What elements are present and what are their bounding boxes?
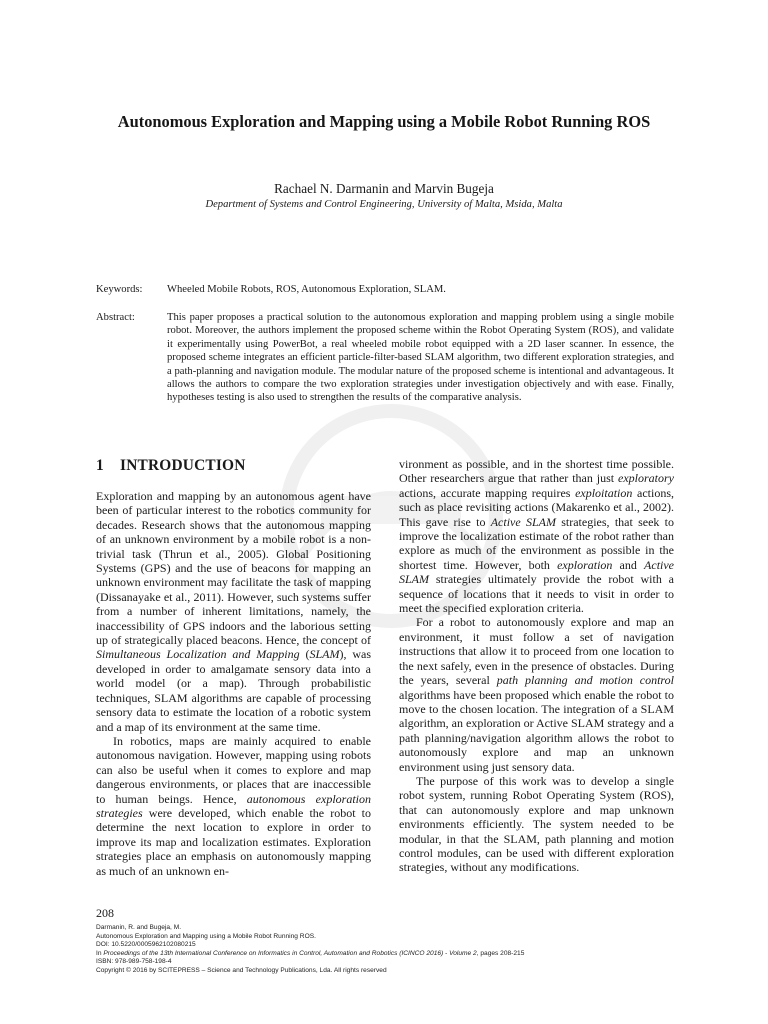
intro-paragraph-2-continued: vironment as possible, and in the shortest time possible. Other researchers argue that rather than just exploratory actions, accurate mapping requires exploitation actions, such as place revisiting actions (Makarenko et al., 2002). This gave rise to Active SLAM strategies, that seek to improve the localization estimate of the robot rather than explore as much of the environment as possible in the shortest time. However, both exploration and Active SLAM strategies ultimately provide the robot with a sequence of locations that it needs to visit in order to meet the specified exploration criteria. (399, 457, 675, 616)
page-number: 208 (96, 906, 114, 920)
section-number: 1 (96, 457, 104, 474)
keywords-label: Keywords: (96, 284, 143, 295)
citation-doi: DOI: 10.5220/0005962102080215 (96, 941, 196, 949)
citation-authors: Darmanin, R. and Bugeja, M. (96, 924, 182, 931)
abstract-label: Abstract: (96, 312, 135, 323)
paper-authors: Rachael N. Darmanin and Marvin Bugeja (274, 181, 494, 196)
left-column (96, 457, 371, 878)
citation-copyright: Copyright © 2016 by SCITEPRESS – Science and Technology Publications, Lda. All rights reserved (96, 966, 387, 974)
paper-affiliation: Department of Systems and Control Engineering, University of Malta, Msida, Malta (205, 199, 563, 210)
intro-paragraph-1: Exploration and mapping by an autonomous agent have been of particular interest to the robotics community for decades. Research shows that the autonomous mapping of an unknown environment by a mobile robot is a non-trivial task (Thrun et al., 2005). Global Positioning Systems (GPS) and the use of beacons for mapping an unknown environment may facilitate the task of mapping (Dissanayake et al., 2011). However, such systems suffer from a number of inherent limitations, namely, the inaccessibility of GPS indoors and the laborious setting up of strategically placed beacons. Hence, the concept of Simultaneous Localization and Mapping (SLAM), was developed in order to amalgamate sensory data into a world model (or a map). Through probabilistic techniques, SLAM algorithms are capable of processing sensory data to estimate the location of a robotic system and a map of its environment at the same time. (96, 489, 372, 734)
citation-title: Autonomous Exploration and Mapping using a Mobile Robot Running ROS. (96, 932, 316, 940)
section-title: INTRODUCTION (120, 457, 246, 474)
citation-block (96, 924, 676, 976)
abstract-text: This paper proposes a practical solution to the autonomous exploration and mapping problem using a single mobile robot. Moreover, the authors implement the proposed scheme within the Robot Operating System (ROS), and validate it experimentally using PowerBot, a real wheeled mobile robot equipped with a 2D laser scanner. In essence, the proposed scheme integrates an efficient particle-filter-based SLAM algorithm, two different exploration strategies, and a path-planning and navigation module. The modular nature of the proposed scheme is intentional and advantageous. It allows the authors to compare the two exploration strategies under investigation objectively and with ease. Finally, hypotheses testing is also used to strengthen the results of the comparative analysis. (167, 312, 674, 404)
intro-paragraph-3: For a robot to autonomously explore and map an environment, it must follow a set of navigation instructions that allow it to proceed from one location to the next safely, even in the presence of obstacles. During the years, several path planning and motion control algorithms have been proposed which enable the robot to move to the chosen location. The integration of a SLAM algorithm, an exploration or Active SLAM strategy and a path planning/navigation algorithm allows the robot to autonomously explore and map an unknown environment using just sensory data. (399, 615, 674, 774)
intro-paragraph-2: In robotics, maps are mainly acquired to enable autonomous navigation. However, mapping using robots can also be useful when it comes to explore and map dangerous environments, or places that are inaccessible to human beings. Hence, autonomous exploration strategies were developed, which enable the robot to determine the next location to explore in order to improve its map and localization estimates. Exploration strategies place an emphasis on autonomously mapping as much of an unknown en- (96, 733, 371, 878)
right-column (399, 457, 674, 875)
paper-title: Autonomous Exploration and Mapping using a Mobile Robot Running ROS (117, 112, 651, 131)
citation-isbn: ISBN: 978-989-758-198-4 (96, 958, 172, 966)
page-footer (96, 906, 676, 976)
section-heading (96, 457, 371, 475)
intro-paragraph-4: The purpose of this work was to develop a single robot system, running Robot Operating System (ROS), that can autonomously explore and map unknown environments efficiently. The system needed to be modular, in that the SLAM, path planning and motion control modules, can be used with different exploration strategies, without any modifications. (399, 773, 674, 875)
citation-proceedings: In Proceedings of the 13th International Conference on Informatics in Control, Automation and Robotics (ICINCO 2016) - Volume 2, pages 208-215 (96, 949, 525, 957)
keywords-text: Wheeled Mobile Robots, ROS, Autonomous Exploration, SLAM. (167, 284, 446, 295)
